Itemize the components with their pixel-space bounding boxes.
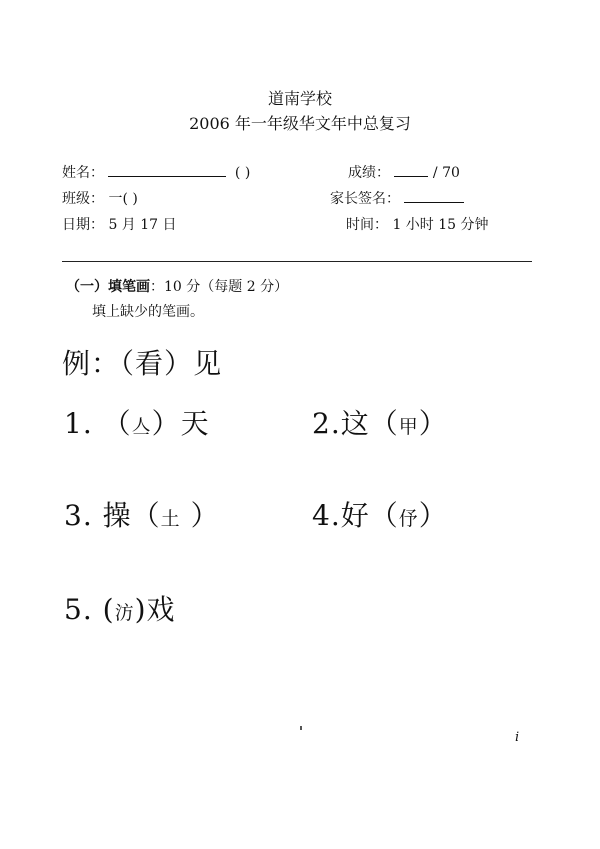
section-heading-rest: ：10 分（每题 2 分）: [150, 279, 289, 295]
q5-open: (: [102, 593, 115, 626]
example-label: 例：: [62, 347, 121, 380]
section-heading: [66, 276, 288, 296]
example-answer: 看: [135, 347, 165, 380]
divider: [62, 261, 532, 262]
page-mark: i: [515, 730, 520, 745]
question-2: [312, 402, 448, 442]
date-row: [62, 214, 177, 234]
name-row: [62, 162, 250, 182]
section-prefix: （一）: [66, 279, 108, 295]
parent-label: 家长签名：: [330, 191, 400, 207]
question-1: [64, 402, 210, 442]
q4-prefix: 好: [340, 499, 370, 532]
class-value: 一( ): [108, 191, 138, 207]
q4-close: ）: [418, 499, 448, 532]
score-row: [348, 162, 460, 182]
question-3: [64, 494, 220, 534]
q1-close: ）: [151, 407, 181, 440]
example-open: （: [120, 347, 136, 380]
class-label: 班级：: [62, 191, 104, 207]
q2-prefix: 这: [340, 407, 370, 440]
time-value: 1 小时 15 分钟: [392, 217, 489, 233]
example-word: 见: [193, 347, 223, 380]
q2-hint[interactable]: 甲: [398, 416, 419, 438]
q2-num: 2.: [312, 407, 341, 440]
parent-blank[interactable]: [404, 188, 464, 203]
school-name: 道南学校: [267, 89, 332, 108]
q2-close: ）: [418, 407, 448, 440]
q4-open: （: [369, 499, 399, 532]
q5-close: ): [134, 593, 147, 626]
q3-open: （: [131, 499, 161, 532]
q1-hint[interactable]: 亼: [131, 416, 152, 438]
example-row: [62, 342, 222, 382]
time-row: [346, 214, 489, 234]
time-label: 时间：: [346, 217, 388, 233]
q3-hint[interactable]: 土: [160, 508, 181, 530]
section-instruction: 填上缺少的笔画。: [92, 304, 204, 320]
name-label: 姓名：: [62, 165, 104, 181]
scan-speck: [300, 726, 302, 730]
q4-hint[interactable]: 伃: [398, 508, 419, 530]
class-row: [62, 188, 138, 208]
exam-title: 2006 年一年级华文年中总复习: [189, 114, 411, 133]
q5-word: 戏: [146, 593, 176, 626]
q5-num: 5.: [64, 593, 93, 626]
q5-hint[interactable]: 汸: [114, 602, 135, 624]
q2-open: （: [369, 407, 399, 440]
q3-close: ）: [190, 499, 220, 532]
question-5: [64, 588, 176, 628]
score-label: 成绩：: [348, 165, 390, 181]
score-total: / 70: [432, 165, 460, 181]
date-value: 5 月 17 日: [108, 217, 177, 233]
score-blank[interactable]: [394, 162, 428, 177]
name-paren: ( ): [234, 165, 251, 181]
question-4: [312, 494, 448, 534]
parent-row: [330, 188, 464, 208]
q4-num: 4.: [312, 499, 341, 532]
q1-word: 天: [180, 407, 210, 440]
example-close: ）: [164, 347, 194, 380]
date-label: 日期：: [62, 217, 104, 233]
section-heading-bold: 填笔画: [108, 279, 150, 295]
q1-num: 1.: [64, 407, 93, 440]
q3-num: 3.: [64, 499, 93, 532]
q1-open: （: [102, 407, 132, 440]
q3-prefix: 操: [102, 499, 132, 532]
name-blank[interactable]: [108, 162, 226, 177]
